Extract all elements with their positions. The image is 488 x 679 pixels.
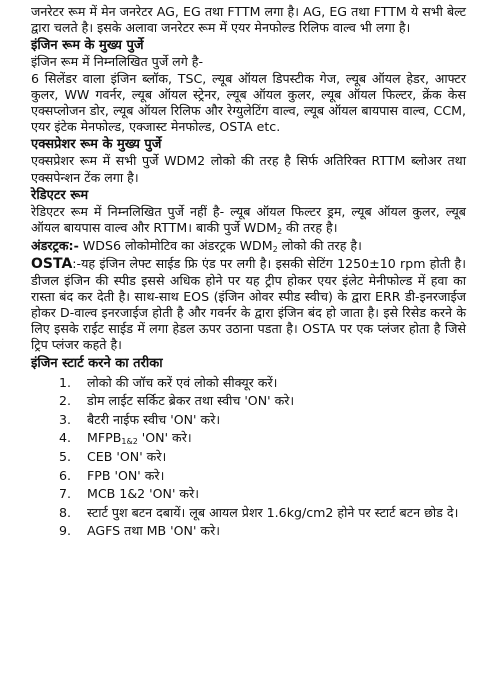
- list-item: [31, 429, 466, 448]
- undertruck-subscript: 2: [272, 245, 278, 255]
- section-start-procedure: [31, 355, 466, 541]
- step-number: 2.: [59, 393, 72, 409]
- step-text: MFPB: [87, 430, 122, 446]
- radiator-room-body: [31, 204, 466, 236]
- list-item: [31, 467, 466, 486]
- section-engine-room: [31, 37, 466, 135]
- list-item: [31, 392, 466, 411]
- radiator-room-text-end: की तरह है।: [282, 220, 338, 236]
- step-number: 3.: [59, 411, 72, 427]
- list-item: [31, 522, 466, 541]
- step-text: AGFS तथा MB 'ON' करे।: [87, 523, 221, 539]
- generator-room-paragraph: जनरेटर रूम में मेन जनरेटर AG, EG तथा FTTM लगा है। AG, EG तथा FTTM ये सभी बेल्ट द्वारा चलते है। इसके अलावा जनरेटर रूम में एयर मेनफोल्ड रिलिफ वाल्व भी लगा है।: [31, 4, 466, 36]
- radiator-room-text: रेडिएटर रूम में निम्नलिखित पुर्जे नहीं है- ल्यूब ऑयल फिल्टर ड्रम, ल्यूब ऑयल कुलर, ल्यूब ऑयल बायपास वाल्व और RTTM। बाकी पुर्जे WDM: [31, 203, 466, 236]
- express-room-body: एक्सप्रेशर रूम में सभी पुर्जे WDM2 लोको की तरह है सिर्फ अतिरिक्त RTTM ब्लोअर तथा एक्सपेन्शन टेंक लगा है।: [31, 153, 466, 185]
- step-number: 7.: [59, 486, 72, 502]
- express-room-heading: एक्सप्रेशर रूम के मुख्य पुर्जे: [31, 137, 162, 153]
- engine-room-heading: इंजिन रूम के मुख्य पुर्जे: [31, 38, 144, 54]
- list-item: [31, 448, 466, 467]
- engine-room-intro: इंजिन रूम में निम्नलिखित पुर्जे लगे है-: [31, 54, 204, 70]
- start-steps-list: [31, 374, 466, 541]
- step-text: लोको की जॉच करें एवं लोको सीक्यूर करें।: [87, 374, 278, 390]
- step-text: स्टार्ट पुश बटन दबायें। लूब आयल प्रेशर 1.6kg/cm2 होने पर स्टार्ट बटन छोड दे।: [87, 504, 459, 520]
- step-text: डोम लाईट सर्किट ब्रेकर तथा स्वीच 'ON' करे।: [87, 393, 295, 409]
- step-text: बैटरी नाईफ स्वीच 'ON' करे।: [87, 411, 221, 427]
- undertruck-label: अंडरट्रक:-: [31, 238, 79, 254]
- osta-text: :-यह इंजिन लेफ्ट साईड फ्रि एंड पर लगी है। इसकी सेटिंग 1250±10 rpm होती है। डीजल इंजिन की स्पीड इससे अधिक होने पर यह ट्रीप होकर एयर इंलेट मेनीफोल्ड में हवा का रास्ता बंद कर देती है। साथ-साथ EOS (इंजिन ओवर स्पीड स्वीच) के द्वारा ERR डी-इनरजाईज होकर D-वाल्व इनरजाईज होती है और गवर्नर के द्वारा इंजिन बंद हो जाता है। इसे रिसेड करने के लिए इसके राईट साईड में लगा हेडल ऊपर उठाना पडता है। OSTA पर एक प्लंजर होता है जिसे ट्रिप प्लंजर कहते है।: [31, 256, 466, 353]
- list-item: [31, 485, 466, 504]
- step-number: 4.: [59, 430, 72, 446]
- step-text: FPB 'ON' करे।: [87, 467, 165, 483]
- list-item: [31, 411, 466, 430]
- undertruck-paragraph: [31, 238, 466, 254]
- step-number: 1.: [59, 374, 72, 390]
- list-item: [31, 504, 466, 523]
- start-procedure-heading: इंजिन स्टार्ट करने का तरीका: [31, 355, 163, 371]
- osta-label: OSTA: [31, 256, 73, 273]
- engine-room-parts-list: 6 सिलेंडर वाला इंजिन ब्लॉक, TSC, ल्यूब ऑयल डिपस्टीक गेज, ल्यूब ऑयल हेडर, आफ्टर कुलर, WW गवर्नर, ल्यूब ऑयल स्ट्रेनर, ल्यूब ऑयल कुलर, ल्यूब ऑयल फिल्टर, क्रेंक केस एक्सप्लोजन डोर, ल्यूब ऑयल रिलिफ और रेग्युलेटिंग वाल्व, ल्यूब ऑयल बायपास वाल्व, CCM, एयर इंटेक मेनफोल्ड, एक्जास्ट मेनफोल्ड, OSTA etc.: [31, 70, 466, 135]
- step-subscript: 1&2: [121, 437, 138, 447]
- step-text: MCB 1&2 'ON' करे।: [87, 486, 200, 502]
- undertruck-text: WDS6 लोकोमोटिव का अंडरट्रक WDM: [78, 238, 273, 254]
- section-radiator-room: [31, 187, 466, 236]
- step-number: 9.: [59, 523, 72, 539]
- list-item: [31, 374, 466, 393]
- step-text-end: 'ON' करे।: [137, 430, 192, 446]
- undertruck-text-end: लोको की तरह है।: [277, 238, 362, 254]
- step-text: CEB 'ON' करे।: [87, 449, 167, 465]
- section-express-room: [31, 136, 466, 185]
- step-number: 8.: [59, 504, 72, 520]
- radiator-room-heading: रेडिएटर रूम: [31, 187, 89, 203]
- step-number: 6.: [59, 467, 72, 483]
- step-number: 5.: [59, 449, 72, 465]
- osta-paragraph: [31, 256, 466, 353]
- radiator-room-subscript: 2: [276, 227, 283, 237]
